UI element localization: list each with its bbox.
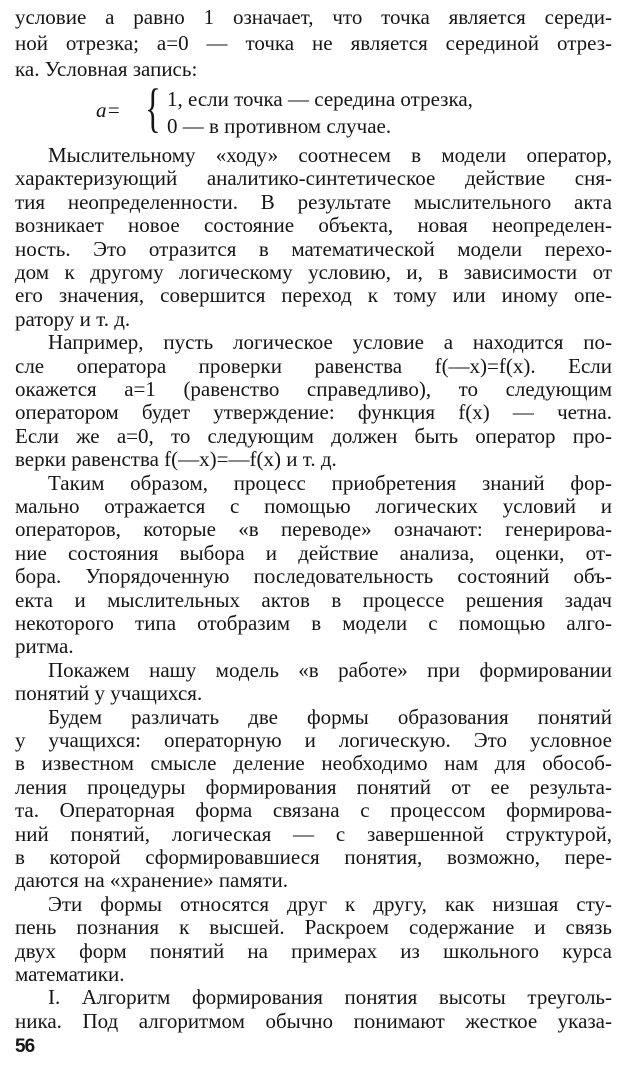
- text-line: ления процедуры формирования понятий от ее результа-: [15, 774, 612, 799]
- text-line: ратору и т. д.: [15, 306, 131, 331]
- text-line: возникает новое состояние объекта, новая неопределен-: [15, 213, 612, 238]
- text-line: в известном смысле деление необходимо нам для обособ-: [15, 751, 612, 776]
- text-line: верки равенства f(—x)=—f(x) и т. д.: [15, 447, 337, 472]
- text-line: Например, пусть логическое условие a находится по-: [48, 330, 612, 355]
- formula-case-1: 1, если точка — середина отрезка,: [167, 87, 473, 111]
- text-line: его значения, совершится переход к тому или иному опе-: [15, 283, 612, 308]
- left-brace: {: [145, 78, 161, 138]
- text-line: I. Алгоритм формирования понятия высоты треуголь-: [48, 985, 612, 1010]
- text-line: условие a равно 1 означает, что точка является середи-: [15, 5, 612, 29]
- page-number: 56: [15, 1036, 35, 1057]
- text-line: математики.: [15, 962, 125, 986]
- text-line: ний понятий, логическая — с завершенной структурой,: [15, 821, 612, 846]
- text-line: двух форм понятий на примерах из школьного курса: [15, 938, 612, 963]
- text-line: Эти формы относятся друг к другу, как низшая сту-: [48, 891, 612, 916]
- text-line: ность. Это отразится в математической модели перехо-: [15, 236, 612, 261]
- text-line: некоторого типа отобразим в модели с помощью алго-: [15, 611, 612, 635]
- text-line: дом к другому логическому условию, и, в зависимости от: [15, 260, 612, 284]
- text-line: даются на «хранение» памяти.: [15, 868, 288, 893]
- text-line: ной отрезка; a=0 — точка не является серединой отрез-: [15, 31, 612, 55]
- text-line: Если же a=0, то следующим должен быть оператор про-: [15, 423, 612, 448]
- text-line: ника. Под алгоритмом обычно понимают жесткое указа-: [15, 1008, 612, 1033]
- text-line: Таким образом, процесс приобретения знаний фор-: [48, 470, 612, 495]
- text-line: пень познания к высшей. Раскроем содержание и связь: [15, 915, 612, 940]
- text-line: понятий у учащихся.: [15, 681, 203, 706]
- text-line: бора. Упорядоченную последовательность состояний объ-: [15, 564, 612, 589]
- formula-lhs: a=: [96, 98, 121, 122]
- text-line: окажется a=1 (равенство справедливо), то следующим: [15, 377, 612, 401]
- text-line: операторов, которые «в переводе» означают: генерирова-: [15, 517, 612, 542]
- text-line: Будем различать две формы образования понятий: [48, 704, 612, 729]
- text-line: ритма.: [15, 634, 74, 659]
- text-line: у учащихся: операторную и логическую. Это условное: [15, 728, 612, 752]
- formula-case-2: 0 — в противном случае.: [167, 114, 392, 138]
- text-line: та. Операторная форма связана с процессом формирова-: [15, 798, 612, 823]
- text-line: сле оператора проверки равенства f(—x)=f(x). Если: [15, 353, 612, 378]
- text-line: Мыслительному «ходу» соотнесем в модели оператор,: [48, 143, 612, 167]
- text-line: мально отражается с помощью логических условий и: [15, 494, 612, 518]
- text-line: Покажем нашу модель «в работе» при формировании: [48, 657, 612, 682]
- text-line: ние состояния выбора и действие анализа, оценки, от-: [15, 540, 612, 565]
- text-line: оператором будет утверждение: функция f(x) — четна.: [15, 400, 612, 425]
- conditional-formula: [0, 78, 620, 144]
- text-line: тия неопределенности. В результате мыслительного акта: [15, 189, 612, 214]
- text-line: в которой сформировавшиеся понятия, возможно, пере-: [15, 845, 612, 869]
- text-line: екта и мыслительных актов в процессе решения задач: [15, 587, 612, 612]
- text-line: характеризующий аналитико-синтетическое действие сня-: [15, 166, 612, 191]
- text-line: ка. Условная запись:: [15, 57, 198, 81]
